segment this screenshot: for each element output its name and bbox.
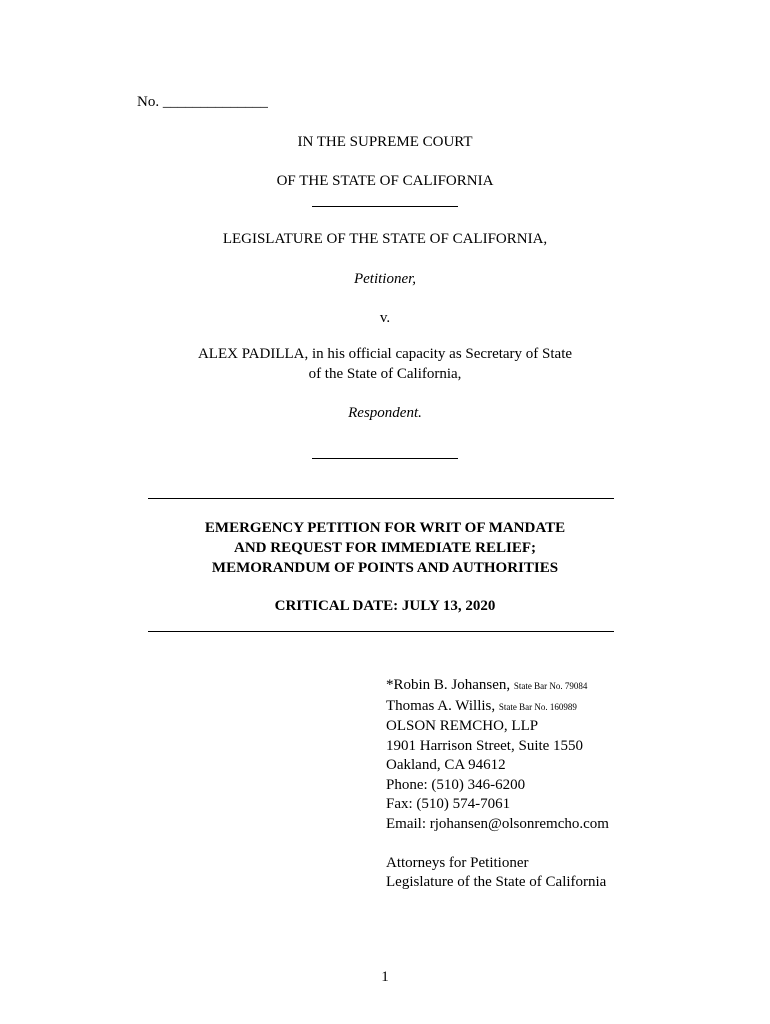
- address-line1: 1901 Harrison Street, Suite 1550: [386, 737, 584, 754]
- attorney-1-bar: State Bar No. 79084: [513, 681, 588, 691]
- critical-date: CRITICAL DATE: JULY 13, 2020: [274, 598, 496, 614]
- title-line2: AND REQUEST FOR IMMEDIATE RELIEF;: [234, 540, 536, 556]
- firm-name: OLSON REMCHO, LLP: [386, 718, 539, 734]
- client-name: Legislature of the State of California: [386, 874, 607, 890]
- page-number: 1: [381, 969, 389, 985]
- court-name-line2: OF THE STATE OF CALIFORNIA: [276, 173, 494, 189]
- respondent-role: Respondent.: [348, 405, 422, 421]
- counsel-block: [386, 676, 609, 893]
- attorney-2-bar: State Bar No. 160989: [498, 701, 577, 712]
- respondent-line2: of the State of California,: [308, 366, 462, 382]
- attorneys-for: Attorneys for Petitioner: [386, 854, 529, 871]
- title-bottom-rule: [148, 631, 614, 632]
- petitioner-role: Petitioner,: [353, 271, 417, 287]
- fax: Fax: (510) 574-7061: [386, 796, 511, 812]
- case-number: [137, 94, 268, 111]
- caption-divider: [312, 458, 458, 459]
- counsel-spacer: [386, 834, 609, 854]
- address-line2: Oakland, CA 94612: [386, 757, 506, 773]
- court-name-line1: IN THE SUPREME COURT: [297, 134, 473, 150]
- versus: v.: [379, 310, 391, 326]
- petitioner-name: LEGISLATURE OF THE STATE OF CALIFORNIA,: [222, 231, 548, 247]
- attorney-2-name: Thomas A. Willis,: [386, 697, 496, 714]
- title-top-rule: [148, 498, 614, 499]
- title-line3: MEMORANDUM OF POINTS AND AUTHORITIES: [211, 560, 559, 576]
- attorney-1-name: *Robin B. Johansen,: [386, 677, 511, 693]
- respondent-line1: ALEX PADILLA, in his official capacity as Secretary of State: [197, 346, 573, 362]
- title-line1: EMERGENCY PETITION FOR WRIT OF MANDATE: [204, 520, 566, 536]
- attorney-2: [386, 697, 609, 718]
- attorney-1: [386, 676, 609, 697]
- case-number-blank: ______________: [162, 94, 268, 110]
- court-divider: [312, 206, 458, 207]
- phone: Phone: (510) 346-6200: [386, 776, 526, 793]
- case-number-label: No.: [137, 94, 160, 110]
- email: Email: rjohansen@olsonremcho.com: [386, 815, 609, 832]
